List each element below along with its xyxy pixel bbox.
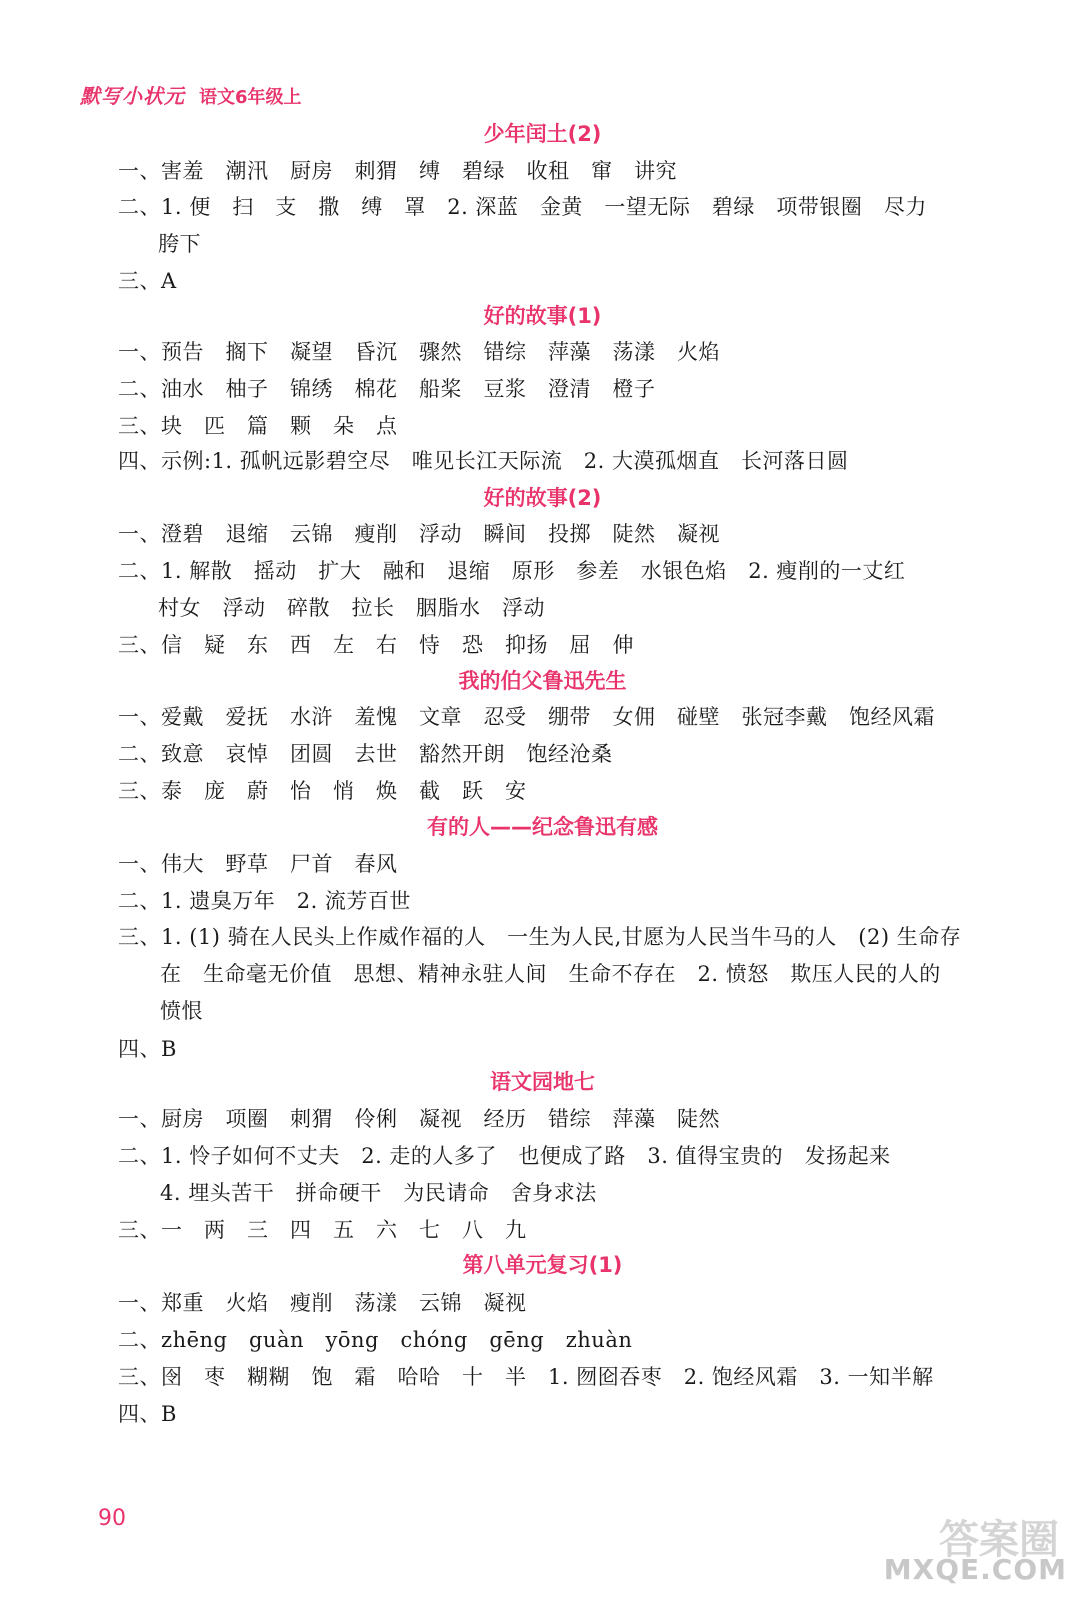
section-title: 第八单元复习(1) xyxy=(462,1253,623,1277)
answer-line: 一、爱戴 爱抚 水浒 羞愧 文章 忍受 绷带 女佣 碰壁 张冠李戴 饱经风霜 xyxy=(118,705,935,729)
answer-line: 村女 浮动 碎散 拉长 胭脂水 浮动 xyxy=(158,596,545,620)
answer-line: 三、囹 枣 糊糊 饱 霜 哈哈 十 半 1. 囫囵吞枣 2. 饱经风霜 3. 一知半解 xyxy=(118,1365,934,1389)
answer-line: 二、1. 怜子如何不丈夫 2. 走的人多了 也便成了路 3. 值得宝贵的 发扬起来 xyxy=(118,1144,891,1168)
answer-line: 三、一 两 三 四 五 六 七 八 九 xyxy=(118,1218,527,1242)
answer-line: 三、信 疑 东 西 左 右 恃 恐 抑扬 屈 伸 xyxy=(118,633,634,657)
answer-line: 二、油水 柚子 锦绣 棉花 船桨 豆浆 澄清 橙子 xyxy=(118,377,656,401)
answer-line: 三、A xyxy=(118,269,177,293)
answer-line: 四、B xyxy=(118,1402,177,1426)
section-title: 好的故事(1) xyxy=(483,304,602,328)
section-title: 语文园地七 xyxy=(490,1070,595,1094)
answer-line: 在 生命毫无价值 思想、精神永驻人间 生命不存在 2. 愤怒 欺压人民的人的 xyxy=(160,962,941,986)
answer-line: 一、澄碧 退缩 云锦 瘦削 浮动 瞬间 投掷 陡然 凝视 xyxy=(118,522,720,546)
brand-logo-text: 默写小状元 xyxy=(80,84,185,108)
answer-line: 二、zhēng guàn yōng chóng gēng zhuàn xyxy=(118,1328,633,1352)
answer-line: 4. 埋头苦干 拼命硬干 为民请命 舍身求法 xyxy=(160,1181,597,1205)
page-number: 90 xyxy=(98,1506,126,1531)
page-header xyxy=(80,80,302,109)
section-title: 好的故事(2) xyxy=(483,486,602,510)
answer-line: 胯下 xyxy=(158,232,201,256)
section-title: 我的伯父鲁迅先生 xyxy=(458,669,627,693)
answer-line: 四、B xyxy=(118,1037,177,1061)
watermark-logo xyxy=(883,1508,1067,1586)
answer-line: 四、示例:1. 孤帆远影碧空尽 唯见长江天际流 2. 大漠孤烟直 长河落日圆 xyxy=(118,449,849,473)
book-subtitle: 语文6年级上 xyxy=(199,87,302,108)
answer-line: 愤恨 xyxy=(160,999,203,1023)
answer-line: 二、1. 解散 摇动 扩大 融和 退缩 原形 参差 水银色焰 2. 瘦削的一丈红 xyxy=(118,559,906,583)
answer-line: 三、块 匹 篇 颗 朵 点 xyxy=(118,414,398,438)
answer-line: 一、郑重 火焰 瘦削 荡漾 云锦 凝视 xyxy=(118,1291,527,1315)
answer-line: 一、厨房 项圈 刺猬 伶俐 凝视 经历 错综 萍藻 陡然 xyxy=(118,1107,720,1131)
answer-line: 二、1. 遗臭万年 2. 流芳百世 xyxy=(118,889,411,913)
watermark-domain: MXQE.COM xyxy=(883,1553,1067,1586)
watermark-cn: 答案圈 xyxy=(939,1517,1059,1563)
answer-line: 二、1. 便 扫 支 撒 缚 罩 2. 深蓝 金黄 一望无际 碧绿 项带银圈 尽力 xyxy=(118,195,927,219)
answer-line: 三、1. (1) 骑在人民头上作威作福的人 一生为人民,甘愿为人民当牛马的人 (2) 生命存 xyxy=(118,925,962,949)
answer-line: 一、预告 搁下 凝望 昏沉 骤然 错综 萍藻 荡漾 火焰 xyxy=(118,340,720,364)
answer-line: 三、泰 庞 蔚 怡 悄 焕 截 跃 安 xyxy=(118,779,527,803)
section-title: 少年闰土(2) xyxy=(483,122,602,146)
section-title: 有的人——纪念鲁迅有感 xyxy=(427,815,658,839)
answer-line: 一、伟大 野草 尸首 春风 xyxy=(118,852,398,876)
answer-line: 二、致意 哀悼 团圆 去世 豁然开朗 饱经沧桑 xyxy=(118,742,613,766)
answer-line: 一、害羞 潮汛 厨房 刺猬 缚 碧绿 收租 窜 讲究 xyxy=(118,159,677,183)
